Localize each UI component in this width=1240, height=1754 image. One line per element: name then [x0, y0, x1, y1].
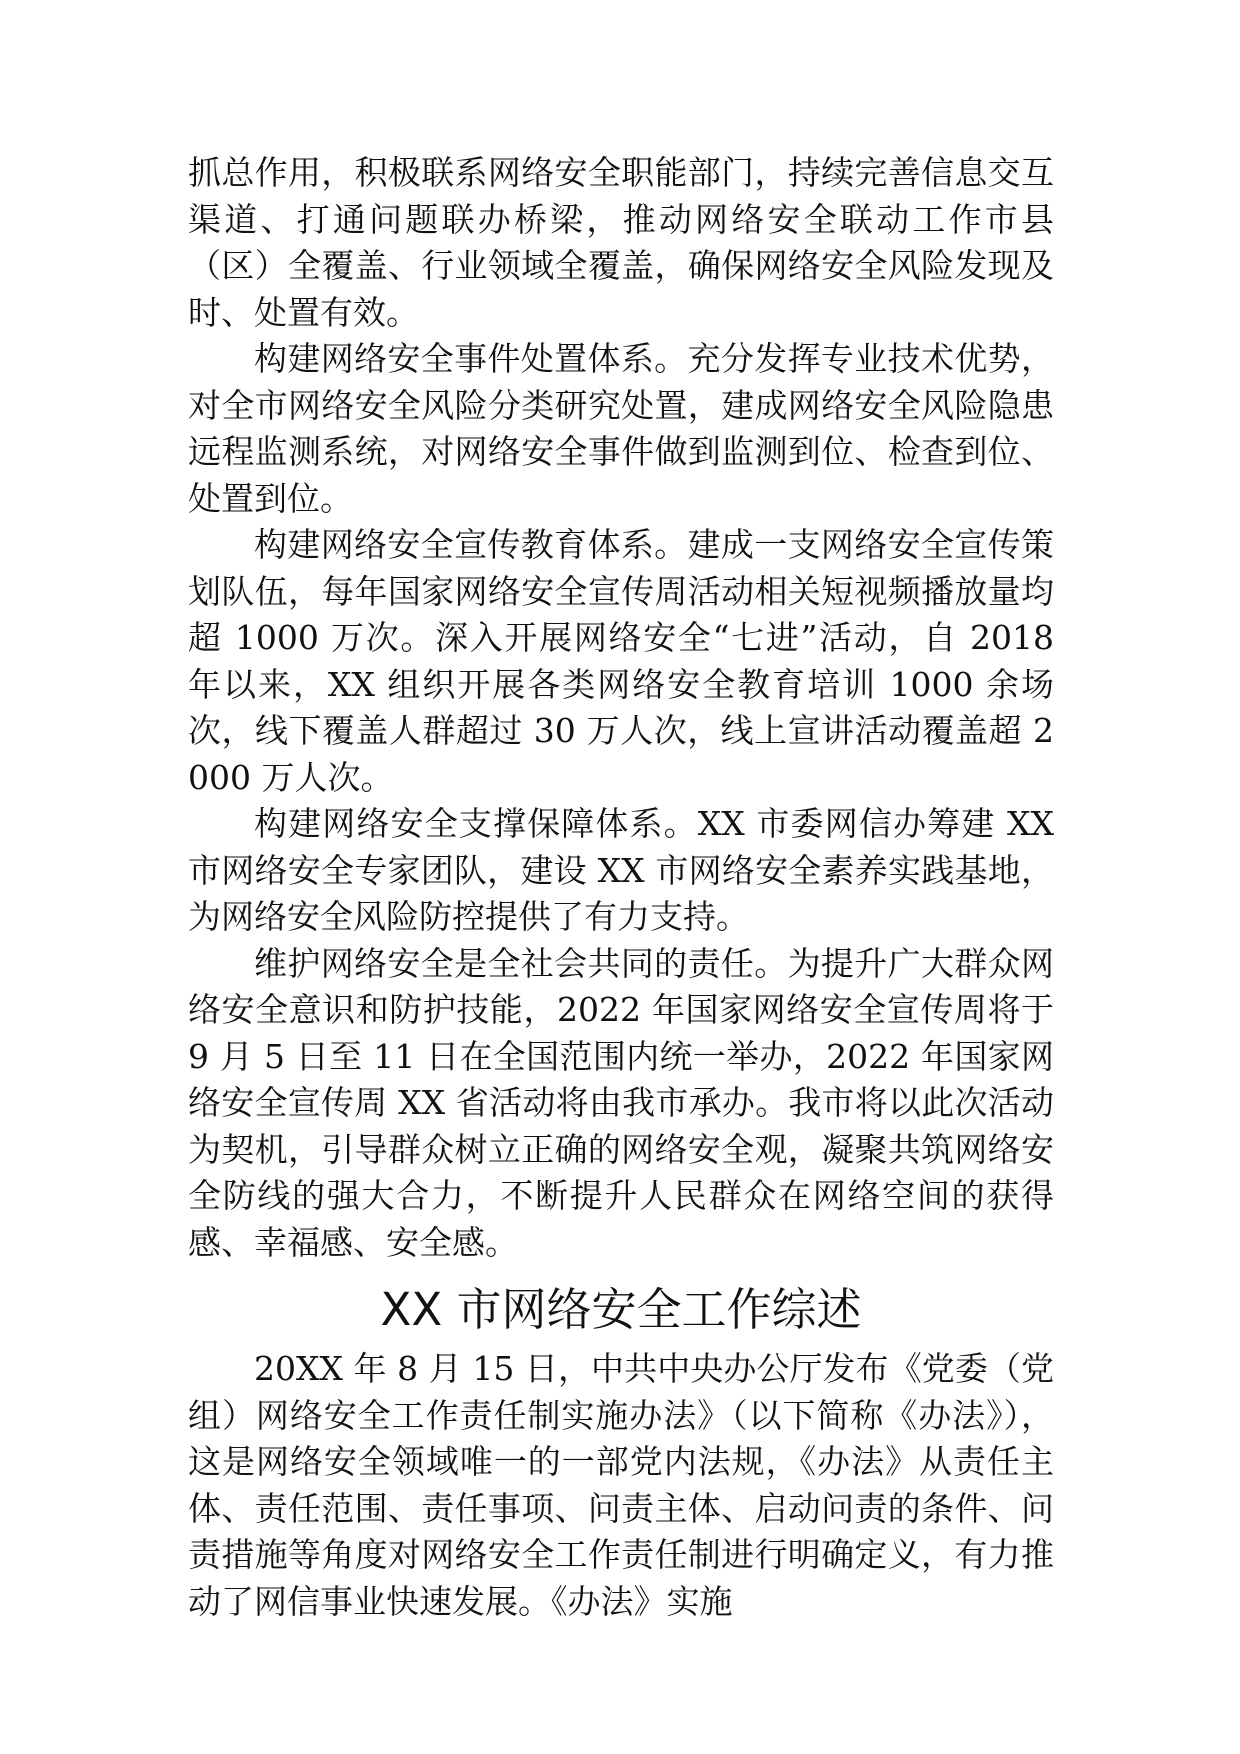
paragraph-support-guarantee: 构建网络安全支撑保障体系。XX 市委网信办筹建 XX 市网络安全专家团队，建设 XX 市网络安全素养实践基地，为网络安全风险防控提供了有力支持。	[188, 804, 1054, 936]
paragraph-measures-intro: 20XX 年 8 月 15 日，中共中央办公厅发布《党委（党组）网络安全工作责任制实施办法》（以下简称《办法》），这是网络安全领域唯一的一部党内法规，《办法》从责任主体、责任范围、责任事项、问责主体、启动问责的条件、问责措施等角度对网络安全工作责任制进行明确定义，有力推动了网信事业快速发展。《办法》实施	[188, 1349, 1054, 1621]
paragraph-continuation: 抓总作用，积极联系网络安全职能部门，持续完善信息交互渠道、打通问题联办桥梁，推动网络安全联动工作市县（区）全覆盖、行业领域全覆盖，确保网络安全风险发现及时、处置有效。	[188, 153, 1054, 332]
document-body	[188, 150, 1054, 1625]
paragraph-publicity-education: 构建网络安全宣传教育体系。建成一支网络安全宣传策划队伍，每年国家网络安全宣传周活动相关短视频播放量均超 1000 万次。深入开展网络安全“七进”活动，自 2018 年以来，XX 组织开展各类网络安全教育培训 1000 余场次，线下覆盖人群超过 30 万人次，线上宣讲活动覆盖超 2000 万人次。	[188, 525, 1054, 797]
paragraph-incident-response: 构建网络安全事件处置体系。充分发挥专业技术优势，对全市网络安全风险分类研究处置，建成网络安全风险隐患远程监测系统，对网络安全事件做到监测到位、检查到位、处置到位。	[188, 339, 1054, 518]
section-title: XX 市网络安全工作综述	[380, 1283, 862, 1336]
paragraph-shared-responsibility: 维护网络安全是全社会共同的责任。为提升广大群众网络安全意识和防护技能，2022 年国家网络安全宣传周将于 9 月 5 日至 11 日在全国范围内统一举办，2022 年国家网络安全宣传周 XX 省活动将由我市承办。我市将以此次活动为契机，引导群众树立正确的网络安全观，凝聚共筑网络安全防线的强大合力，不断提升人民群众在网络空间的获得感、幸福感、安全感。	[188, 943, 1054, 1262]
